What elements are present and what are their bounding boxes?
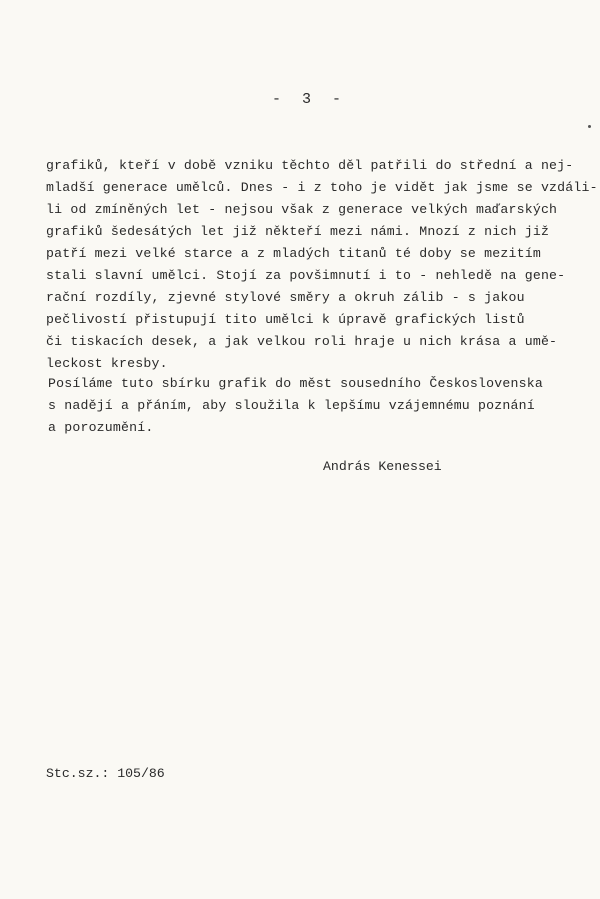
page-number: - 3 - bbox=[272, 91, 348, 108]
text-line: či tiskacích desek, a jak velkou roli hraje u nich krása a umě- bbox=[46, 334, 558, 349]
text-line: grafiků šedesátých let již někteří mezi námi. Mnozí z nich již bbox=[46, 224, 550, 239]
text-line: mladší generace umělců. Dnes - i z toho je vidět jak jsme se vzdáli- bbox=[46, 180, 598, 195]
text-line: leckost kresby. bbox=[46, 356, 168, 371]
text-line: li od zmíněných let - nejsou však z generace velkých maďarských bbox=[46, 202, 558, 217]
author-signature: András Kenessei bbox=[323, 459, 442, 474]
text-line: Posíláme tuto sbírku grafik do měst sousedního Československa bbox=[48, 376, 543, 391]
text-line: grafiků, kteří v době vzniku těchto děl patřili do střední a nej- bbox=[46, 158, 574, 173]
text-line: pečlivostí přistupují tito umělci k úpravě grafických listů bbox=[46, 312, 525, 327]
text-line: rační rozdíly, zjevné stylové směry a okruh zálib - s jakou bbox=[46, 290, 525, 305]
text-line: patří mezi velké starce a z mladých titanů té doby se mezitím bbox=[46, 246, 541, 261]
ink-speck bbox=[588, 125, 591, 128]
text-line: s nadějí a přáním, aby sloužila k lepšímu vzájemnému poznání bbox=[48, 398, 535, 413]
text-line: stali slavní umělci. Stojí za povšimnutí i to - nehledě na gene- bbox=[46, 268, 566, 283]
registry-number: Stc.sz.: 105/86 bbox=[46, 766, 165, 781]
text-line: a porozumění. bbox=[48, 420, 154, 435]
